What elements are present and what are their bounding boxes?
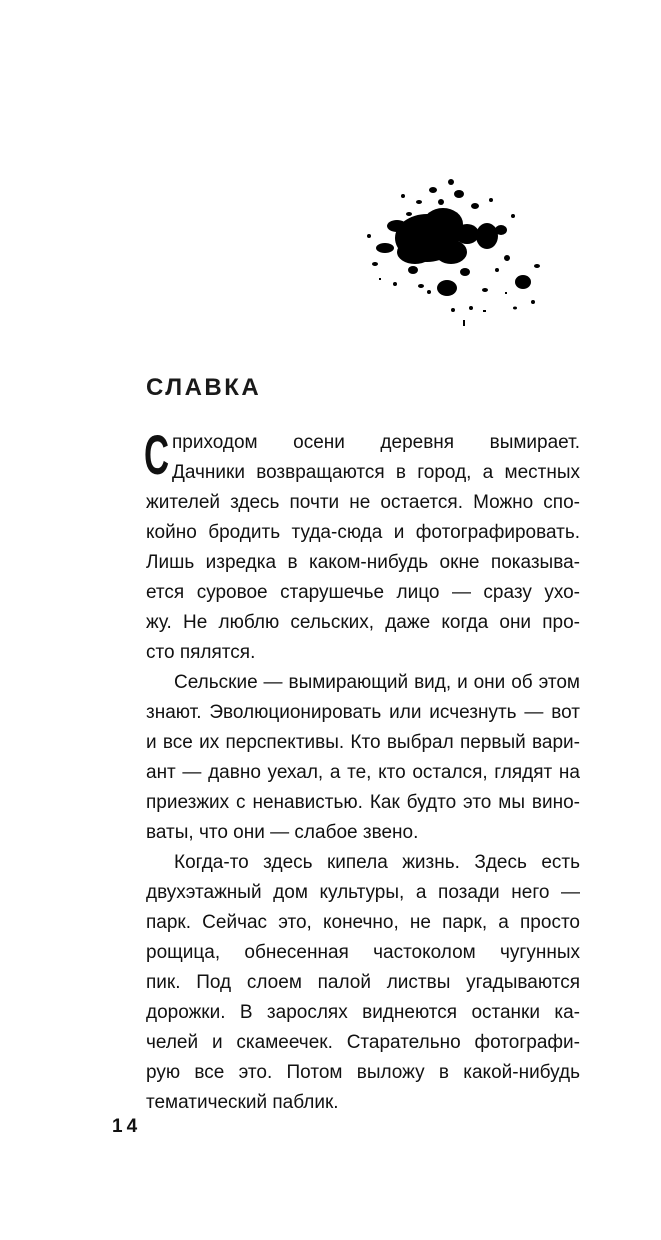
text-line: койно бродить туда-сюда и фотографировать. (146, 522, 580, 543)
page-number: 14 (112, 1116, 142, 1137)
text-line: Сельские — вымирающий вид, и они об этом (174, 672, 580, 693)
text-line: приходом осени деревня вымирает. (172, 432, 580, 453)
text-line: ется суровое старушечье лицо — сразу ухо- (146, 582, 580, 603)
text-line: ваты, что они — слабое звено. (146, 822, 419, 843)
text-line: и все их перспективы. Кто выбрал первый вари- (146, 732, 580, 753)
text-line: ант — давно уехал, а те, кто остался, глядят на (146, 762, 580, 783)
text-line: рощица, обнесенная частоколом чугунных (146, 942, 580, 963)
text-line: Когда-то здесь кипела жизнь. Здесь есть (174, 852, 580, 873)
text-line: сто пялятся. (146, 642, 256, 663)
text-line: парк. Сейчас это, конечно, не парк, а просто (146, 912, 580, 933)
text-line: жу. Не люблю сельских, даже когда они про- (146, 612, 580, 633)
text-line: пик. Под слоем палой листвы угадываются (146, 972, 580, 993)
text-line: приезжих с ненавистью. Как будто это мы вино- (146, 792, 580, 813)
text-line: жителей здесь почти не остается. Можно спо- (146, 492, 580, 513)
text-line: рую все это. Потом выложу в какой-нибудь (146, 1062, 580, 1083)
text-line: знают. Эволюционировать или исчезнуть — вот (146, 702, 580, 723)
paragraph-1 (144, 423, 580, 668)
text-line: Лишь изредка в каком-нибудь окне показыва- (146, 552, 580, 573)
text-line: челей и скамеечек. Старательно фотографи- (146, 1032, 580, 1053)
paragraph-2 (146, 668, 580, 848)
drop-cap: С (144, 423, 170, 486)
chapter-text (144, 423, 580, 1118)
text-line: двухэтажный дом культуры, а позади него — (146, 882, 580, 903)
chapter-title: СЛАВКА (146, 374, 262, 401)
text-line: дорожки. В зарослях виднеются останки ка- (146, 1002, 580, 1023)
paragraph-3 (146, 848, 580, 1118)
text-line: тематический паблик. (146, 1092, 339, 1113)
text-line: Дачники возвращаются в город, а местных (172, 462, 580, 483)
ink-splatter-icon (355, 160, 555, 335)
